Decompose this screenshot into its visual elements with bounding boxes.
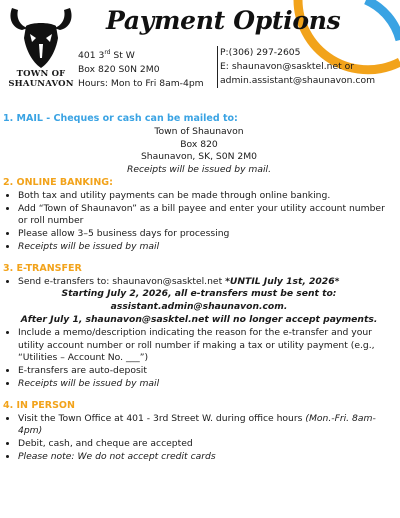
inperson-visit: Visit the Town Office at 401 - 3rd Street W. during office hours — [18, 412, 306, 424]
etransfer-send: Send e-transfers to: shaunavon@sasktel.net — [18, 275, 226, 287]
etransfer-until: *UNTIL July 1st, 2026* — [225, 275, 340, 287]
inperson-note: • Please note: We do not accept credit cards — [18, 451, 395, 464]
list-item — [18, 276, 395, 289]
inperson-list — [3, 413, 395, 464]
address-block — [78, 46, 204, 91]
header-divider — [217, 46, 218, 88]
content — [3, 113, 395, 464]
page-title: Payment Options — [106, 6, 341, 35]
mail-line: Box 820 — [180, 138, 218, 150]
etransfer-note: • Receipts will be issued by mail — [18, 378, 395, 391]
online-heading: 2. ONLINE BANKING: — [3, 176, 113, 188]
bison-skull-icon — [6, 4, 76, 70]
contact-block — [220, 46, 375, 88]
office-hours: Hours: Mon to Fri 8am-4pm — [78, 78, 204, 90]
street-suffix: rd — [104, 49, 111, 56]
address-box: Box 820 S0N 2M0 — [78, 64, 160, 76]
etransfer-starting: Starting July 2, 2026, all e-transfers must be sent to: — [61, 288, 337, 300]
list-item: • Include a memo/description indicating the reason for the e-transfer and your utility account number or roll number if making a tax or utility payment (e.g., “Utilities – Account No. ___”) — [18, 327, 395, 365]
inperson-hours: (Mon.-Fri. 8am-4pm) — [18, 412, 376, 437]
email-line-1[interactable]: E: shaunavon@sasktel.net or — [220, 61, 355, 72]
online-list — [3, 190, 395, 254]
mail-line: Town of Shaunavon — [154, 125, 244, 137]
phone: P:(306) 297-2605 — [220, 47, 301, 58]
etransfer-heading: 3. E-TRANSFER — [3, 262, 82, 274]
etransfer-new-email[interactable]: assistant.admin@shaunavon.com. — [110, 301, 288, 313]
list-item: • Add “Town of Shaunavon” as a bill payee and enter your utility account number or roll number — [18, 203, 395, 229]
email-line-2[interactable]: admin.assistant@shaunavon.com — [220, 75, 376, 86]
etransfer-list — [3, 327, 395, 391]
logo-name-text: SHAUNAVON — [8, 79, 74, 89]
etransfer-after: After July 1, shaunavon@sasktel.net will no longer accept payments. — [20, 313, 378, 325]
list-item: • Both tax and utility payments can be made through online banking. — [18, 190, 395, 203]
list-item — [18, 413, 395, 439]
logo-town-text: TOWN OF — [16, 69, 66, 79]
street-name: St W — [110, 50, 135, 62]
mail-note: Receipts will be issued by mail. — [126, 164, 272, 176]
online-note: • Receipts will be issued by mail — [18, 241, 395, 254]
list-item: • E-transfers are auto-deposit — [18, 365, 395, 378]
list-item: • Debit, cash, and cheque are accepted — [18, 438, 395, 451]
etransfer-list-top — [3, 276, 395, 289]
street-number: 401 3 — [78, 50, 105, 62]
mail-heading: 1. MAIL - Cheques or cash can be mailed to: — [3, 113, 238, 124]
address-street — [78, 46, 204, 63]
mail-line: Shaunavon, SK, S0N 2M0 — [140, 151, 258, 163]
list-item: • Please allow 3–5 business days for processing — [18, 228, 395, 241]
inperson-heading: 4. IN PERSON — [3, 399, 75, 411]
town-logo — [6, 4, 76, 100]
